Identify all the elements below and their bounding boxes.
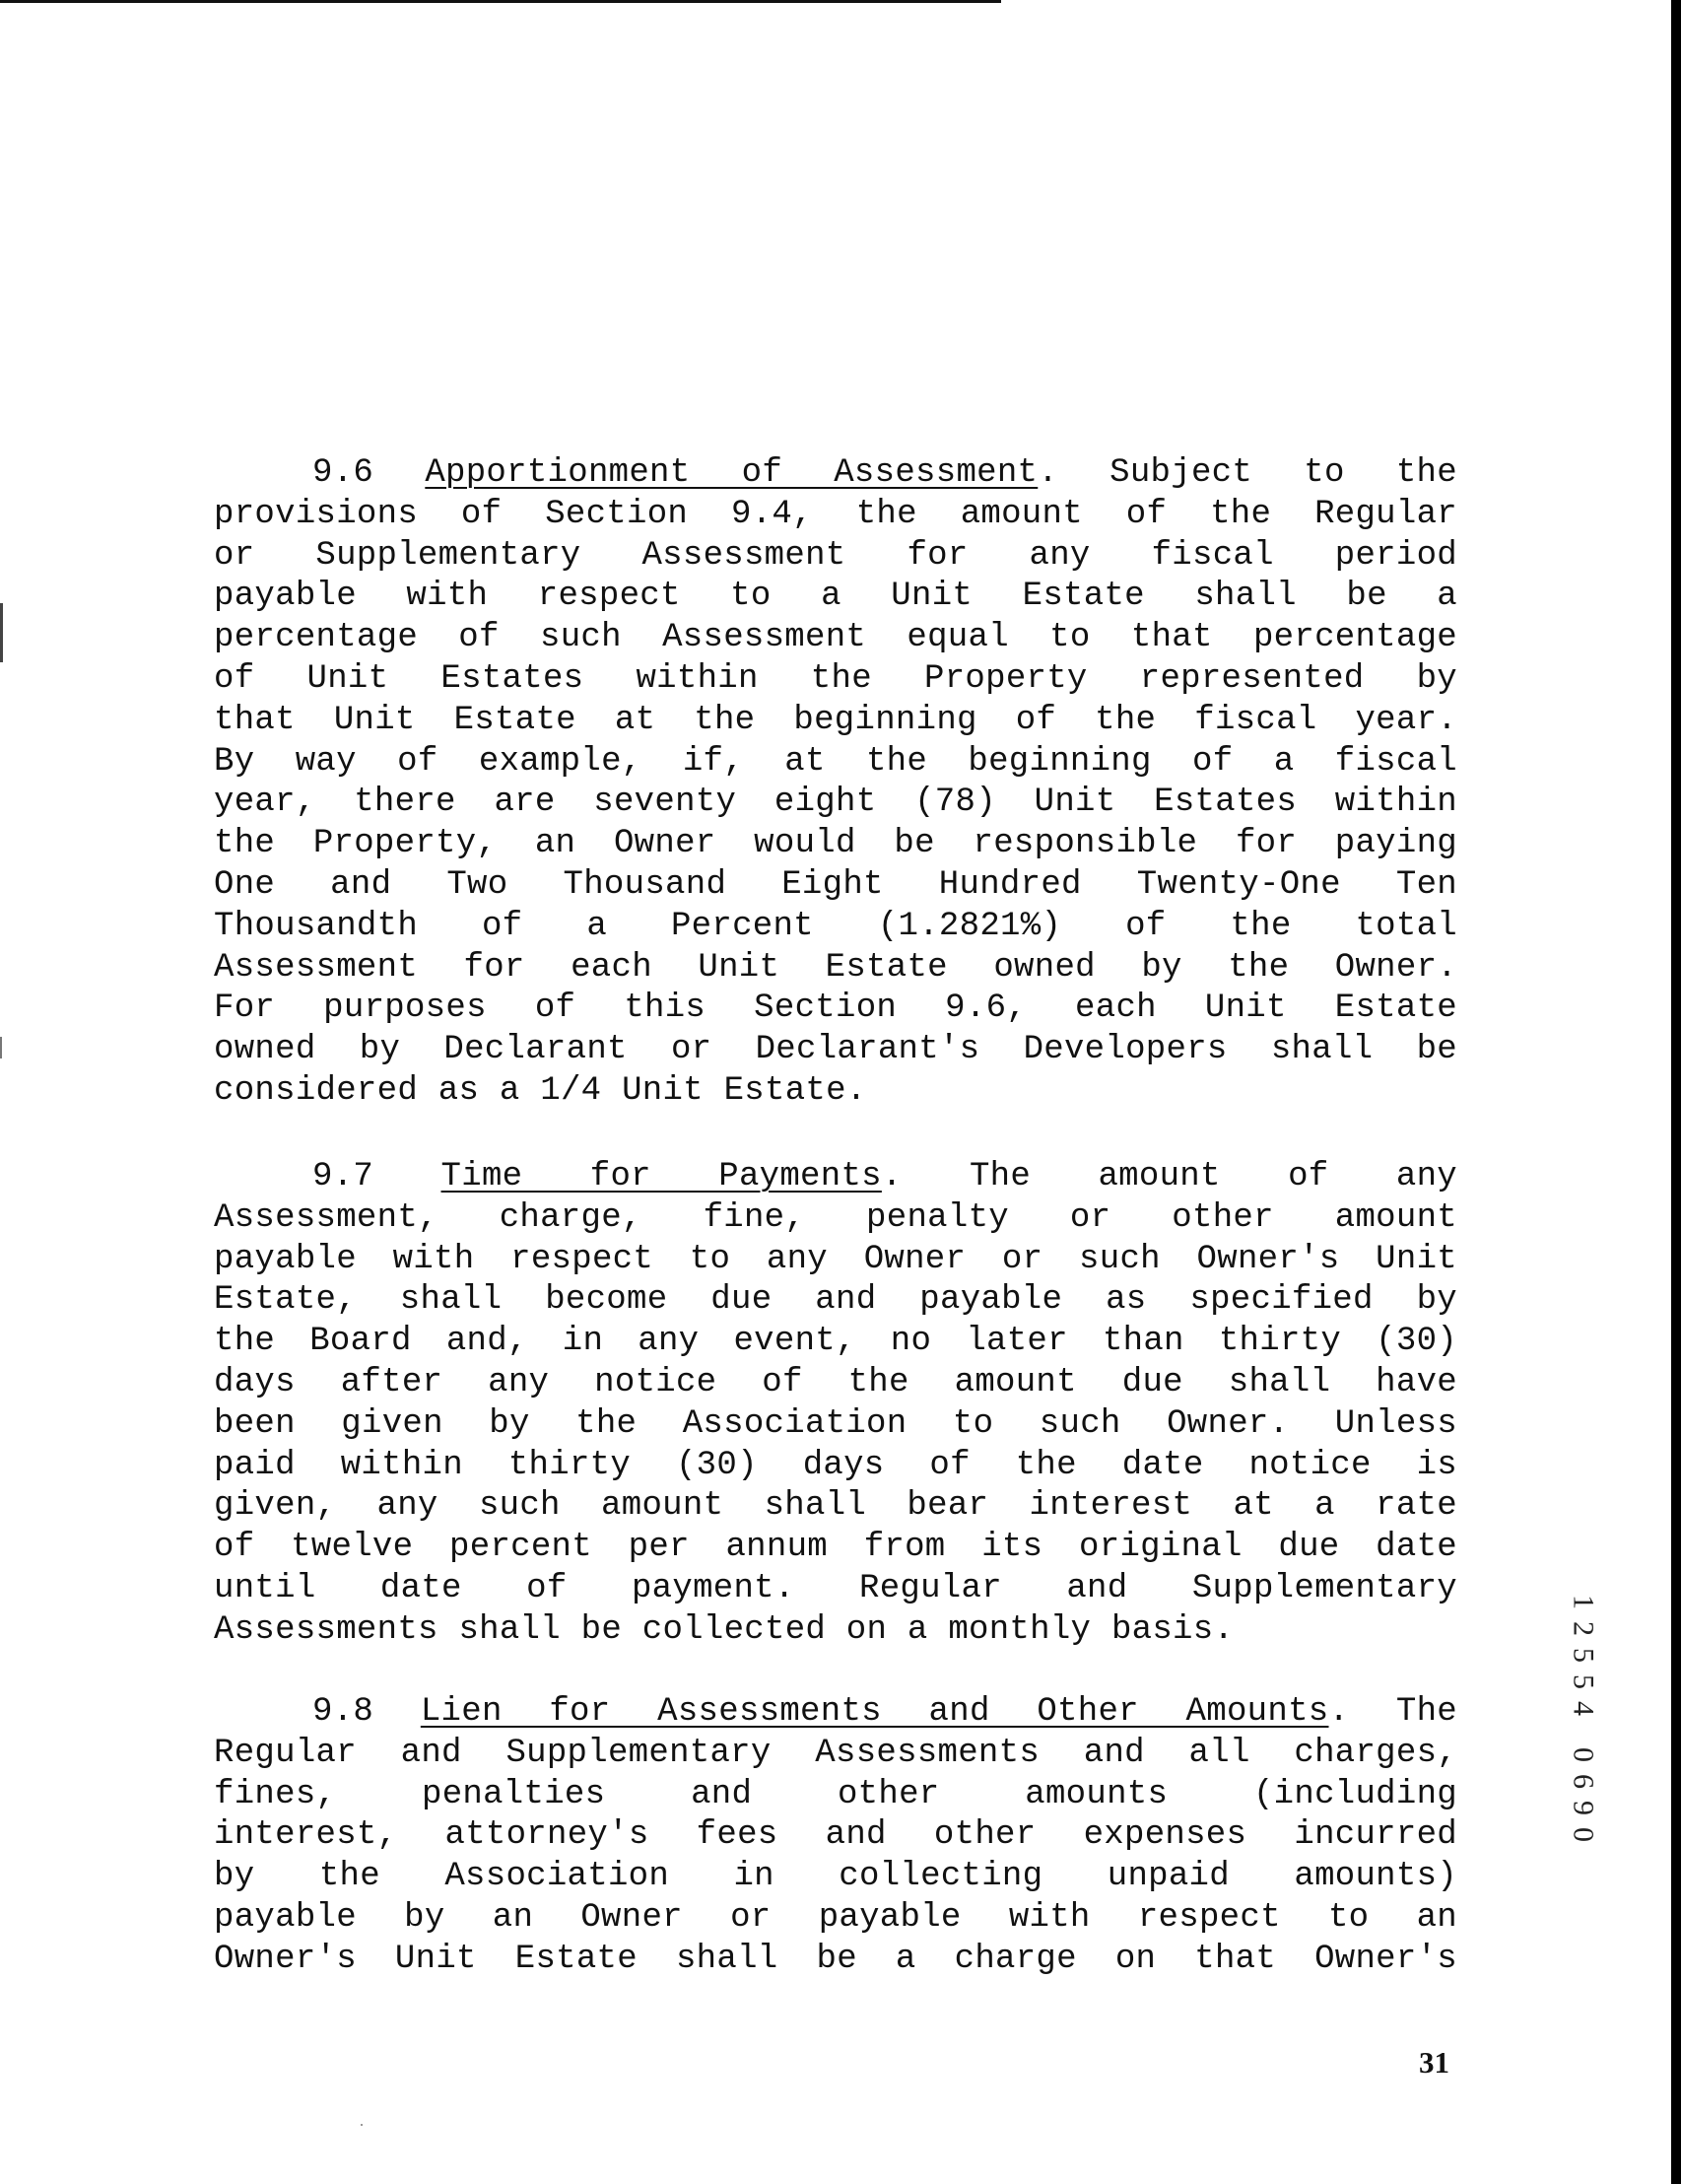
stamp-digit: 4 (1567, 1701, 1600, 1716)
paragraph-line: by the Association in collecting unpaid amounts) (214, 1858, 1457, 1896)
section-heading-rest: . Subject to the (1038, 454, 1457, 492)
paragraph-line: of Unit Estates within the Property represented by (214, 659, 1457, 698)
paragraph-line: year, there are seventy eight (78) Unit Estates within (214, 784, 1457, 822)
paragraph-line: considered as a 1/4 Unit Estate. (214, 1071, 867, 1110)
stamp-digit: 9 (1567, 1801, 1600, 1815)
page-number: 31 (1419, 2045, 1449, 2080)
scan-speck (361, 2124, 363, 2126)
paragraph-line: provisions of Section 9.4, the amount of the Regular (214, 495, 1457, 533)
paragraph-line: For purposes of this Section 9.6, each Unit Estate (214, 990, 1457, 1028)
paragraph-line: Assessment, charge, fine, penalty or other amount (214, 1198, 1457, 1237)
top-scan-rule (0, 0, 1001, 3)
left-scan-mark (0, 603, 3, 662)
stamp-digit: 5 (1567, 1648, 1600, 1663)
stamp-digit: 6 (1567, 1774, 1600, 1789)
paragraph-line: or Supplementary Assessment for any fiscal period (214, 536, 1457, 575)
stamp-digit: 5 (1567, 1674, 1600, 1689)
section-heading-line (214, 1157, 1457, 1198)
paragraph-line: payable with respect to any Owner or such Owner's Unit (214, 1240, 1457, 1278)
section-heading: Time for Payments (440, 1158, 882, 1195)
section-heading: Lien for Assessments and Other Amounts (420, 1693, 1329, 1731)
stamp-digit: 2 (1567, 1621, 1600, 1636)
section-number: 9.7 (312, 1158, 374, 1195)
paragraph-line: Owner's Unit Estate shall be a charge on that Owner's (214, 1940, 1457, 1978)
paragraph-line: Assessments shall be collected on a monthly basis. (214, 1610, 1235, 1649)
paragraph-line: that Unit Estate at the beginning of the fiscal year. (214, 701, 1457, 739)
paragraph-line: been given by the Association to such Owner. Unless (214, 1404, 1457, 1443)
right-scan-edge (1671, 0, 1681, 2184)
paragraph-line: payable by an Owner or payable with respect to an (214, 1898, 1457, 1937)
stamp-digit: 0 (1567, 1827, 1600, 1842)
paragraph-line: payable with respect to a Unit Estate shall be a (214, 578, 1457, 616)
section-number: 9.6 (312, 454, 374, 492)
paragraph-line: Assessment for each Unit Estate owned by the Owner. (214, 948, 1457, 987)
section-heading: Apportionment of Assessment (425, 454, 1039, 492)
section-9-8 (214, 1692, 1457, 1981)
section-9-7 (214, 1157, 1457, 1652)
paragraph-line: owned by Declarant or Declarant's Developers shall be (214, 1031, 1457, 1069)
left-scan-mark-small (0, 1037, 2, 1058)
section-heading-line (214, 1692, 1457, 1734)
paragraph-line: Regular and Supplementary Assessments and all charges, (214, 1734, 1457, 1772)
paragraph-line: the Property, an Owner would be responsible for paying (214, 825, 1457, 863)
paragraph-line: fines, penalties and other amounts (including (214, 1775, 1457, 1813)
stamp-group-2 (1567, 1741, 1600, 1848)
paragraph-line: Estate, shall become due and payable as specified by (214, 1281, 1457, 1320)
paragraph-line: One and Two Thousand Eight Hundred Twenty-One Ten (214, 865, 1457, 904)
paragraph-line: percentage of such Assessment equal to that percentage (214, 619, 1457, 657)
stamp-digit: 1 (1567, 1595, 1600, 1609)
section-9-6 (214, 453, 1457, 1113)
paragraph-line: the Board and, in any event, no later than thirty (30) (214, 1323, 1457, 1361)
stamp-digit: 0 (1567, 1747, 1600, 1762)
paragraph-line: paid within thirty (30) days of the date notice is (214, 1446, 1457, 1484)
side-stamp (1567, 1589, 1600, 1848)
section-number: 9.8 (312, 1693, 374, 1731)
paragraph-line: until date of payment. Regular and Supplementary (214, 1569, 1457, 1607)
section-heading-rest: . The amount of any (881, 1158, 1457, 1195)
paragraph-line: given, any such amount shall bear interest at a rate (214, 1487, 1457, 1526)
paragraph-line: interest, attorney's fees and other expenses incurred (214, 1816, 1457, 1855)
stamp-group-1 (1567, 1589, 1600, 1722)
paragraph-line: of twelve percent per annum from its original due date (214, 1529, 1457, 1567)
section-heading-rest: . The (1328, 1693, 1457, 1731)
section-heading-line (214, 453, 1457, 495)
paragraph-line: Thousandth of a Percent (1.2821%) of the total (214, 907, 1457, 945)
paragraph-line: days after any notice of the amount due shall have (214, 1363, 1457, 1401)
paragraph-line: By way of example, if, at the beginning of a fiscal (214, 742, 1457, 781)
